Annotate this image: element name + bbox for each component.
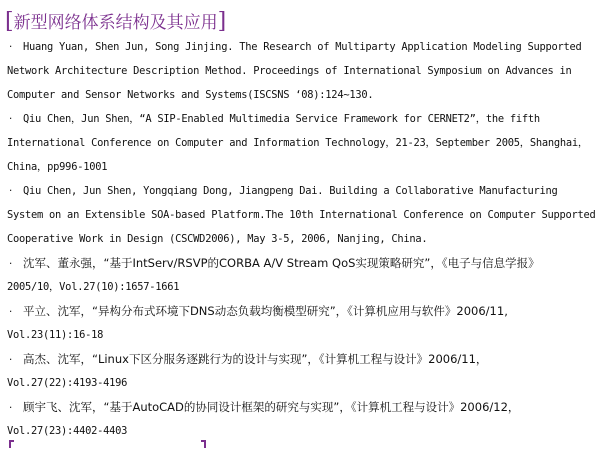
section-title: 新型网络体系结构及其应用 bbox=[13, 13, 218, 33]
reference-item bbox=[7, 299, 607, 347]
reference-item bbox=[7, 107, 607, 179]
reference-line bbox=[7, 155, 607, 179]
reference-line bbox=[7, 323, 607, 347]
reference-text: Qiu Chen, Jun Shen, Yongqiang Dong, Jiangpeng Dai. Building a Collaborative Manufacturing bbox=[23, 185, 558, 197]
section-header bbox=[5, 9, 226, 35]
reference-text: System on an Extensible SOA-based Platform.The 10th International Conference on Computer Supported bbox=[7, 209, 596, 221]
reference-line bbox=[7, 395, 607, 419]
reference-line bbox=[7, 251, 607, 275]
reference-text: Vol.27(22):4193-4196 bbox=[7, 377, 128, 389]
reference-text: China，pp996-1001 bbox=[7, 161, 108, 173]
reference-item bbox=[7, 35, 607, 107]
bullet-icon: · bbox=[9, 354, 13, 366]
reference-line bbox=[7, 83, 607, 107]
reference-text: Network Architecture Description Method. Proceedings of International Symposium on Advances in bbox=[7, 65, 572, 77]
reference-line bbox=[7, 59, 607, 83]
reference-text: 2005/10，Vol.27(10):1657-1661 bbox=[7, 281, 180, 293]
reference-item bbox=[7, 395, 607, 443]
bullet-icon: · bbox=[9, 41, 13, 53]
bullet-icon: · bbox=[9, 258, 13, 270]
reference-text: 沈军、董永强，“基于IntServ/RSVP的CORBA A/V Stream QoS实现策略研究”，《电子与信息学报》 bbox=[23, 256, 540, 270]
reference-line bbox=[7, 299, 607, 323]
reference-text: Vol.23(11):16-18 bbox=[7, 329, 104, 341]
reference-item bbox=[7, 251, 607, 299]
reference-text: 高杰、沈军，“Linux下区分服务逐跳行为的设计与实现”，《计算机工程与设计》2006/11， bbox=[23, 352, 488, 366]
close-bracket-icon bbox=[201, 440, 206, 448]
reference-line bbox=[7, 371, 607, 395]
reference-line bbox=[7, 203, 607, 227]
reference-text: Huang Yuan, Shen Jun, Song Jinjing. The Research of Multiparty Application Modeling Supported bbox=[23, 41, 582, 53]
reference-line bbox=[7, 227, 607, 251]
bullet-icon: · bbox=[9, 306, 13, 318]
reference-item bbox=[7, 347, 607, 395]
reference-text: International Conference on Computer and Information Technology，21-23，September 2005，Shanghai， bbox=[7, 137, 589, 149]
reference-line bbox=[7, 179, 607, 203]
reference-line bbox=[7, 275, 607, 299]
reference-text: Cooperative Work in Design (CSCWD2006), May 3-5, 2006, Nanjing, China. bbox=[7, 233, 428, 245]
reference-text: 顾宇飞、沈军，“基于AutoCAD的协同设计框架的研究与实现”，《计算机工程与设计》2006/12， bbox=[23, 400, 520, 414]
open-bracket-icon bbox=[9, 440, 14, 448]
reference-text: 平立、沈军，“异构分布式环境下DNS动态负载均衡模型研究”，《计算机应用与软件》2006/11, bbox=[23, 304, 508, 318]
reference-list bbox=[7, 35, 607, 443]
reference-line bbox=[7, 107, 607, 131]
reference-text: Vol.27(23):4402-4403 bbox=[7, 425, 128, 437]
bullet-icon: · bbox=[9, 402, 13, 414]
reference-text: Qiu Chen，Jun Shen，“A SIP-Enabled Multimedia Service Framework for CERNET2”，the fifth bbox=[23, 113, 540, 125]
close-bracket: ] bbox=[217, 9, 227, 34]
reference-line bbox=[7, 347, 607, 371]
reference-text: Computer and Sensor Networks and Systems(ISCSNS ‘08):124~130. bbox=[7, 89, 374, 101]
reference-item bbox=[7, 179, 607, 251]
bullet-icon: · bbox=[9, 113, 13, 125]
reference-line bbox=[7, 35, 607, 59]
open-bracket: [ bbox=[5, 9, 14, 34]
reference-line bbox=[7, 131, 607, 155]
next-section-header-partial bbox=[5, 440, 205, 450]
bullet-icon: · bbox=[9, 185, 13, 197]
